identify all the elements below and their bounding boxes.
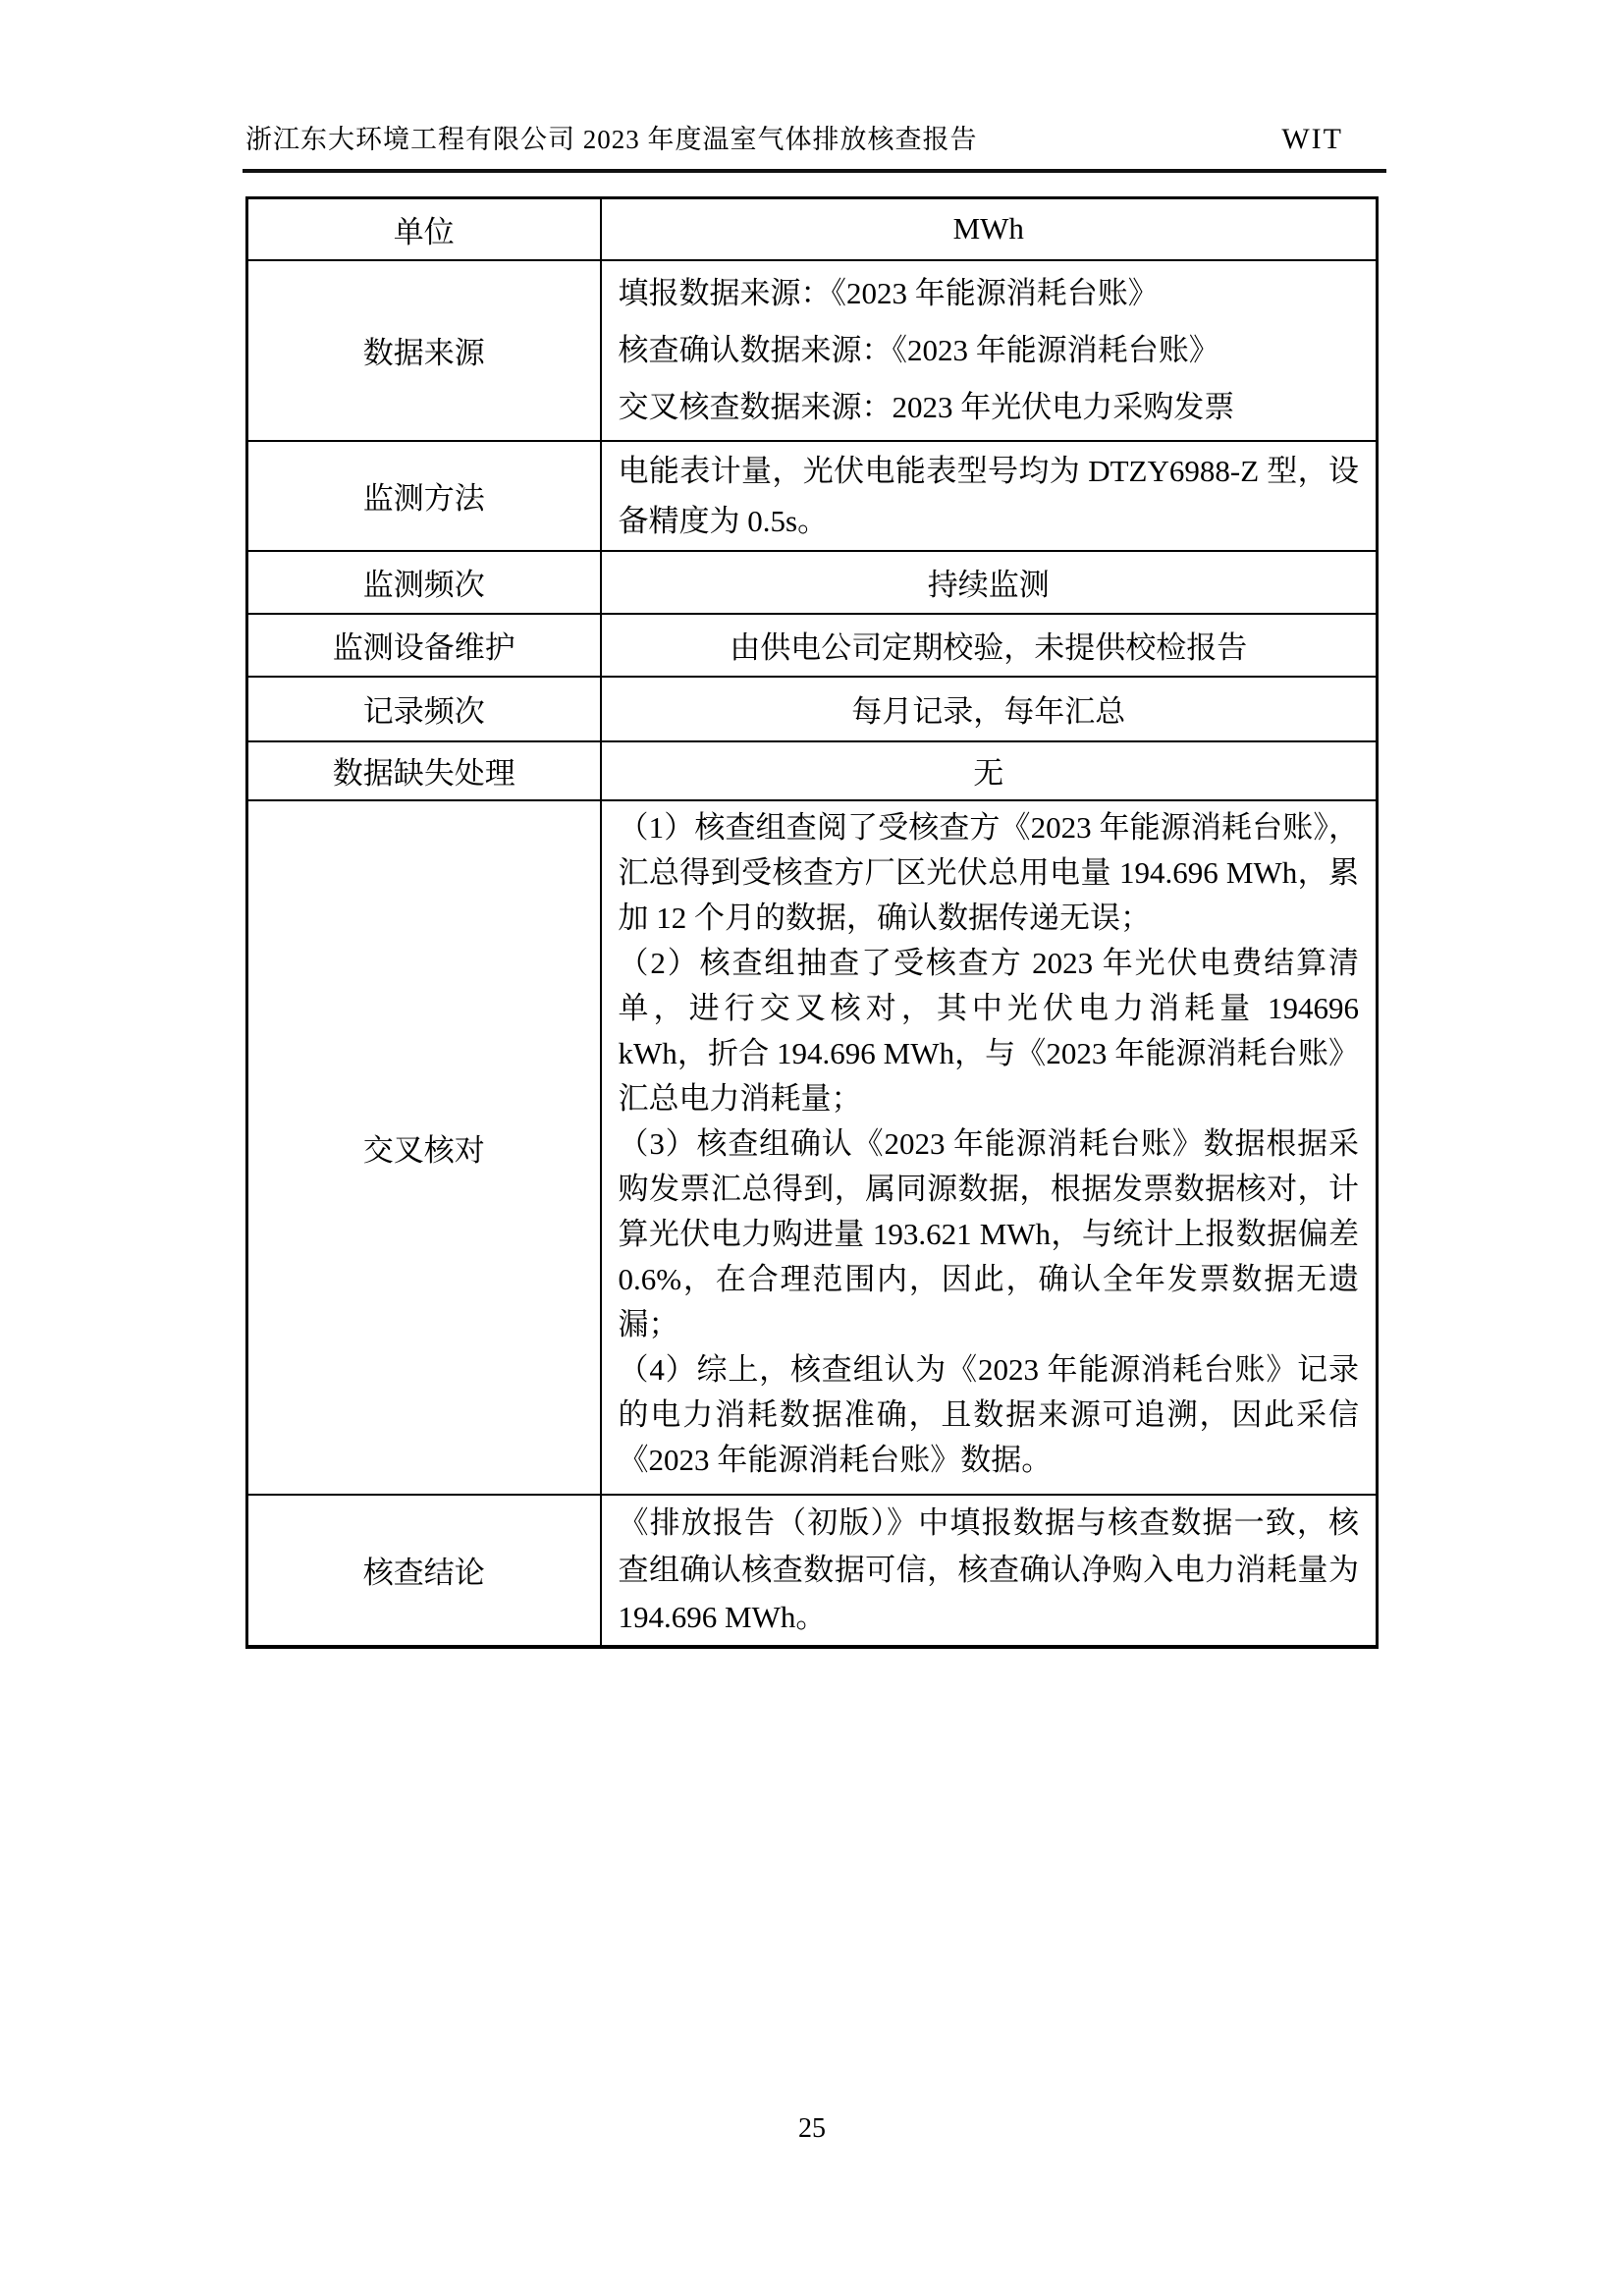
table-row-monitoring-frequency bbox=[247, 551, 1378, 614]
missing-data-handling-cell bbox=[601, 741, 1378, 800]
row-header-equipment-maintenance: 监测设备维护 bbox=[247, 614, 601, 677]
data-source-cell bbox=[601, 260, 1378, 441]
cell-text: 无 bbox=[973, 756, 1004, 791]
verification-table bbox=[245, 196, 1379, 1649]
cell-text: （2）核查组抽查了受核查方 2023 年光伏电费结算清单，进行交叉核对，其中光伏电力消耗量 194696 kWh，折合 194.696 MWh，与《2023 年能源消耗台账》汇总电力消耗量； bbox=[618, 945, 1359, 1116]
table-row-verification-conclusion bbox=[247, 1495, 1378, 1647]
cell-text: （3）核查组确认《2023 年能源消耗台账》数据根据采购发票汇总得到，属同源数据，根据发票数据核对，计算光伏电力购进量 193.621 MWh，与统计上报数据偏差 0.6%，在合理范围内，因此，确认全年发票数据无遗漏； bbox=[618, 1125, 1359, 1341]
row-header-verification-conclusion: 核查结论 bbox=[247, 1495, 601, 1647]
row-header-unit: 单位 bbox=[247, 198, 601, 260]
cross-check-cell bbox=[601, 800, 1378, 1495]
table-row-data-source bbox=[247, 260, 1378, 441]
cell-text: 持续监测 bbox=[927, 568, 1050, 602]
monitoring-method-cell bbox=[601, 441, 1378, 551]
cell-text: 填报数据来源：《2023 年能源消耗台账》 bbox=[618, 275, 1159, 310]
table-row-unit bbox=[247, 198, 1378, 260]
row-header-cross-check: 交叉核对 bbox=[247, 800, 601, 1495]
table-row-cross-check bbox=[247, 800, 1378, 1495]
table-row-missing-data-handling bbox=[247, 741, 1378, 800]
cell-text: MWh bbox=[952, 211, 1024, 246]
verification-conclusion-cell bbox=[601, 1495, 1378, 1647]
header-mark: WIT bbox=[1281, 123, 1343, 155]
unit-value-cell bbox=[601, 198, 1378, 260]
row-header-data-source: 数据来源 bbox=[247, 260, 601, 441]
table-row-record-frequency bbox=[247, 677, 1378, 741]
cell-text: 《排放报告（初版）》中填报数据与核查数据一致，核查组确认核查数据可信，核查确认净购入电力消耗量为 194.696 MWh。 bbox=[618, 1504, 1359, 1634]
cell-text: （1）核查组查阅了受核查方《2023 年能源消耗台账》，汇总得到受核查方厂区光伏总用电量 194.696 MWh，累加 12 个月的数据，确认数据传递无误； bbox=[618, 809, 1359, 935]
table-row-monitoring-method bbox=[247, 441, 1378, 551]
row-header-missing-data-handling: 数据缺失处理 bbox=[247, 741, 601, 800]
table-row-equipment-maintenance bbox=[247, 614, 1378, 677]
record-frequency-cell bbox=[601, 677, 1378, 741]
header-rule bbox=[243, 169, 1386, 173]
row-header-monitoring-method: 监测方法 bbox=[247, 441, 601, 551]
row-header-monitoring-frequency: 监测频次 bbox=[247, 551, 601, 614]
monitoring-frequency-cell bbox=[601, 551, 1378, 614]
cell-text: 交叉核查数据来源：2023 年光伏电力采购发票 bbox=[618, 389, 1235, 424]
cell-text: 每月记录，每年汇总 bbox=[851, 694, 1126, 729]
row-header-record-frequency: 记录频次 bbox=[247, 677, 601, 741]
page-number: 25 bbox=[798, 2113, 826, 2144]
page-header bbox=[245, 118, 1386, 156]
cell-text: 核查确认数据来源：《2023 年能源消耗台账》 bbox=[618, 332, 1219, 367]
report-title: 浙江东大环境工程有限公司 2023 年度温室气体排放核查报告 bbox=[245, 125, 978, 154]
cell-text: 电能表计量，光伏电能表型号均为 DTZY6988-Z 型，设备精度为 0.5s。 bbox=[618, 453, 1359, 538]
equipment-maintenance-cell bbox=[601, 614, 1378, 677]
cell-text: 由供电公司定期校验，未提供校检报告 bbox=[730, 630, 1248, 665]
cell-text: （4）综上，核查组认为《2023 年能源消耗台账》记录的电力消耗数据准确，且数据来源可追溯，因此采信《2023 年能源消耗台账》数据。 bbox=[618, 1351, 1359, 1477]
